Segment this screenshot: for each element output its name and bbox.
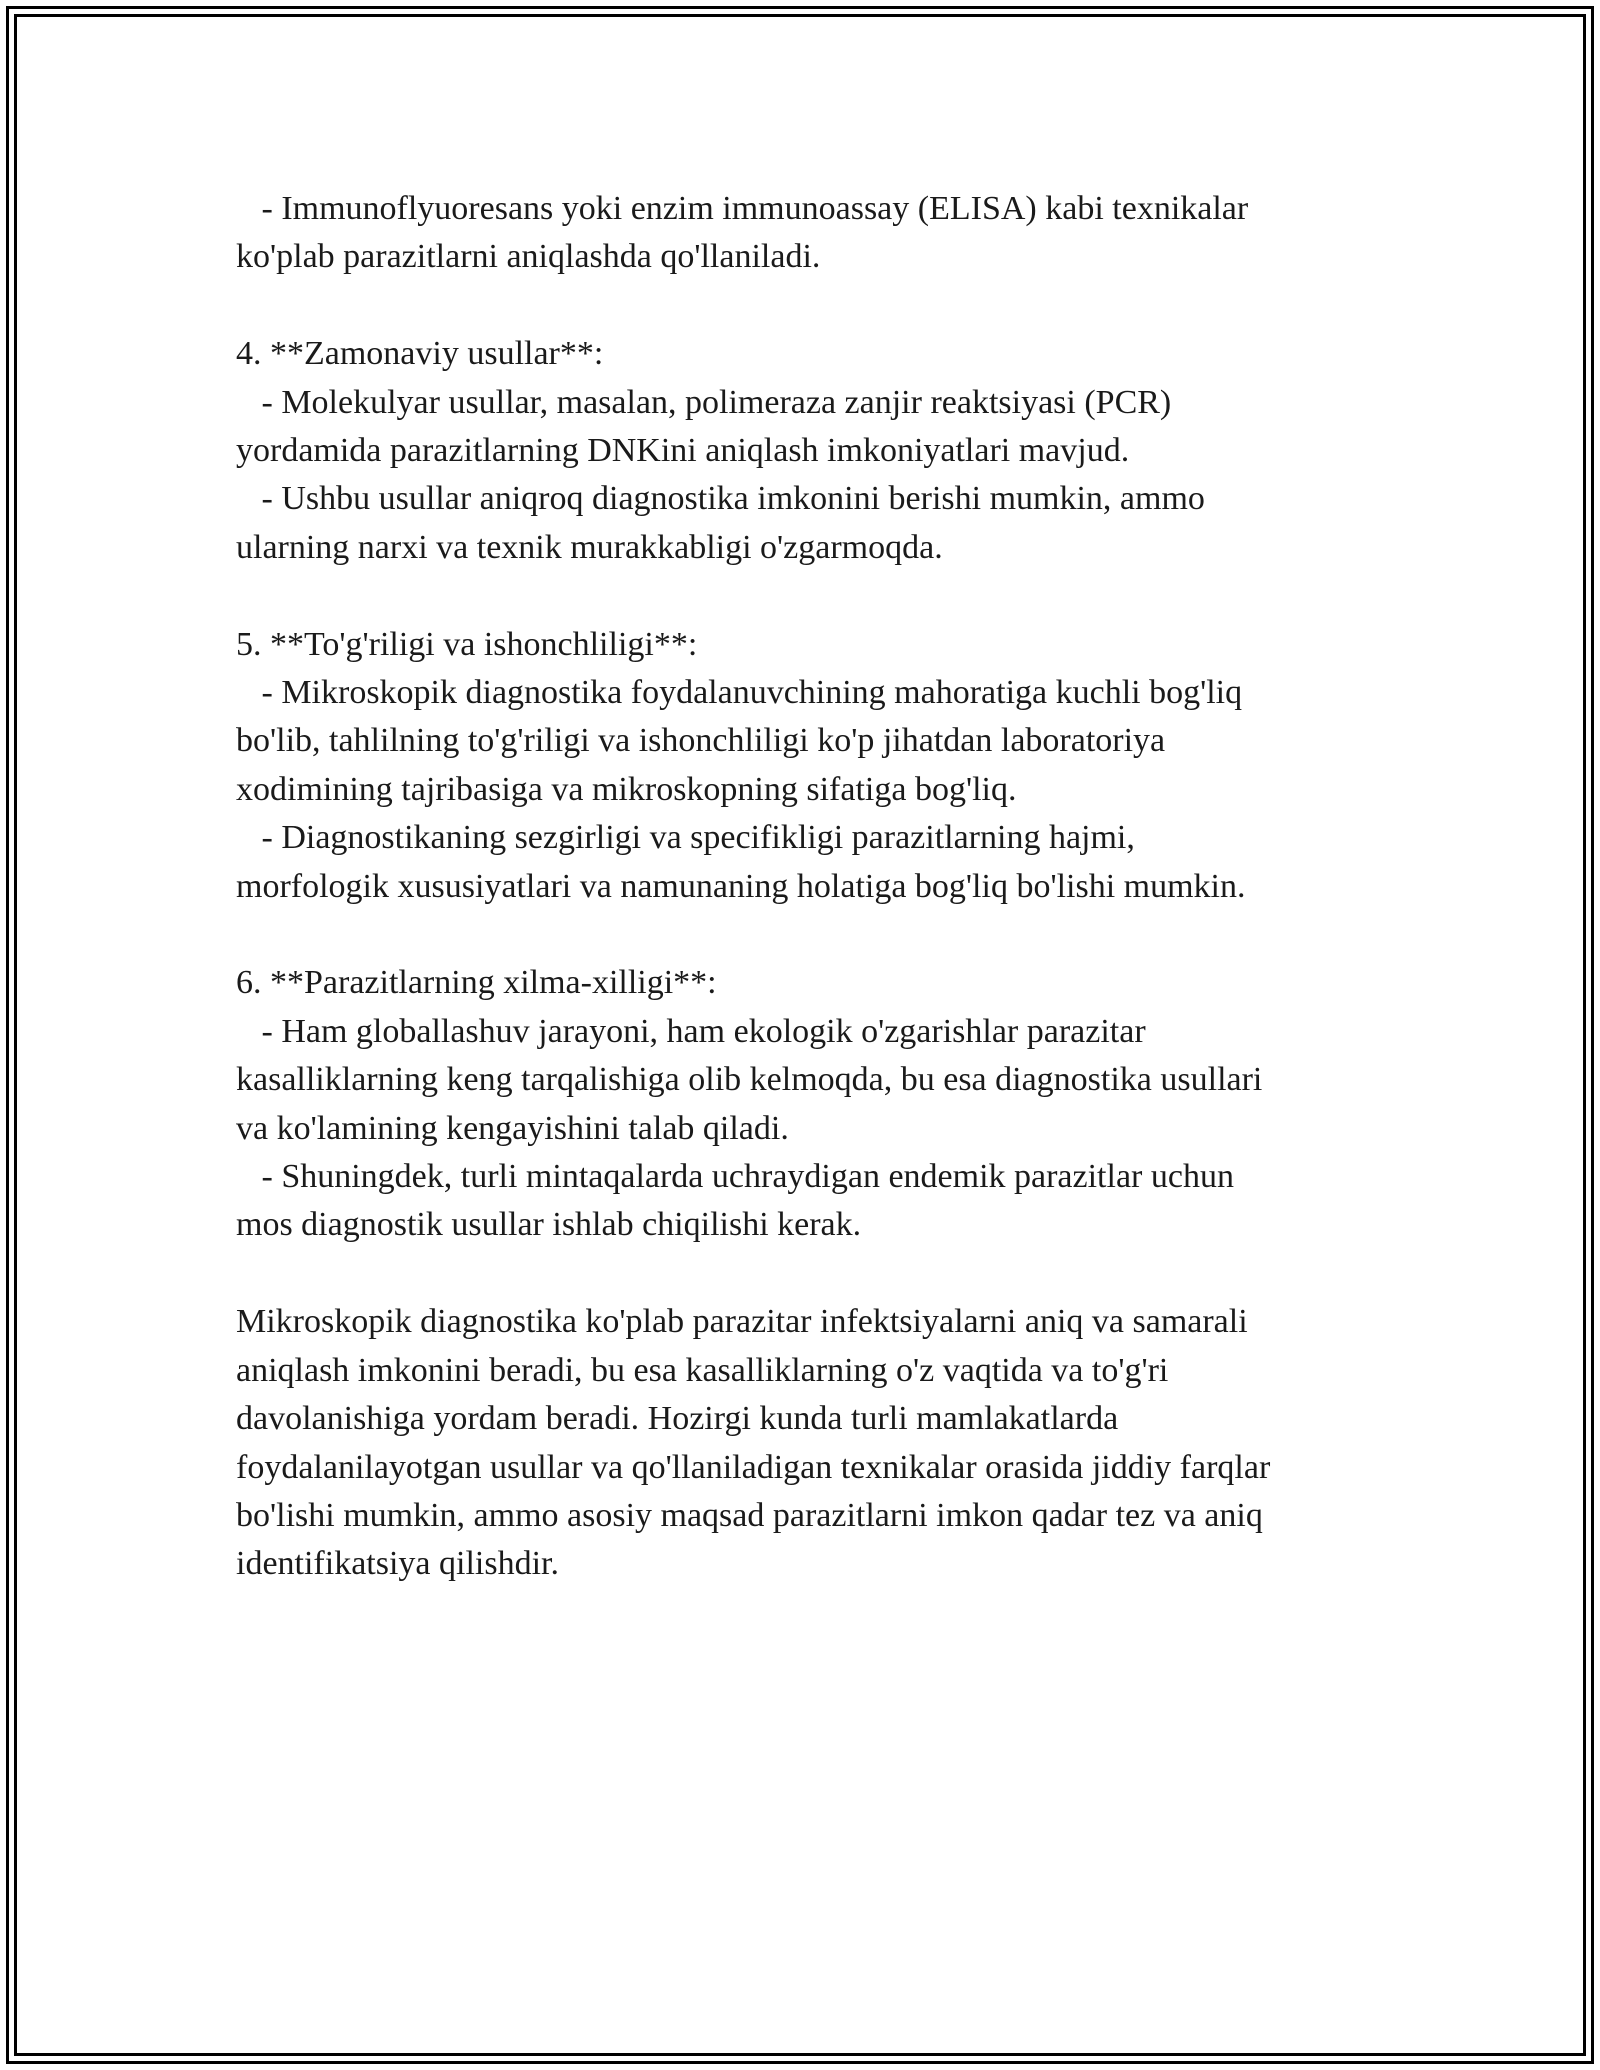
- text-line: morfologik xususiyatlari va namunaning holatiga bog'liq bo'lishi mumkin.: [236, 867, 1246, 905]
- text-line: aniqlash imkonini beradi, bu esa kasalliklarning o'z vaqtida va to'g'ri: [236, 1351, 1169, 1389]
- text-line: ularning narxi va texnik murakkabligi o'zgarmoqda.: [236, 528, 943, 566]
- text-line: davolanishiga yordam beradi. Hozirgi kunda turli mamlakatlarda: [236, 1400, 1119, 1438]
- text-line: kasalliklarning keng tarqalishiga olib kelmoqda, bu esa diagnostika usullari: [236, 1061, 1263, 1099]
- text-line: - Molekulyar usullar, masalan, polimeraza zanjir reaktsiyasi (PCR): [236, 383, 1172, 421]
- text-line: xodimining tajribasiga va mikroskopning sifatiga bog'liq.: [236, 770, 1017, 808]
- blank-line: [236, 911, 1386, 959]
- blank-line: [236, 572, 1386, 620]
- text-line: va ko'lamining kengayishini talab qiladi.: [236, 1109, 789, 1147]
- text-line: - Immunoflyuoresans yoki enzim immunoassay (ELISA) kabi texnikalar: [236, 190, 1249, 227]
- text-line: - Ushbu usullar aniqroq diagnostika imkonini berishi mumkin, ammo: [236, 480, 1205, 518]
- text-line: mos diagnostik usullar ishlab chiqilishi kerak.: [236, 1206, 862, 1244]
- text-line: yordamida parazitlarning DNKini aniqlash imkoniyatlari mavjud.: [236, 432, 1130, 470]
- text-line: bo'lib, tahlilning to'g'riligi va ishonchliligi ko'p jihatdan laboratoriya: [236, 722, 1166, 760]
- section-heading: 4. **Zamonaviy usullar**:: [236, 335, 604, 373]
- text-line: ko'plab parazitlarni aniqlashda qo'llaniladi.: [236, 238, 821, 276]
- section-heading: 6. **Parazitlarning xilma-xilligi**:: [236, 964, 717, 1002]
- document-body: [236, 185, 1386, 1589]
- text-line: Mikroskopik diagnostika ko'plab parazitar infektsiyalarni aniq va samarali: [236, 1303, 1248, 1341]
- text-line: - Diagnostikaning sezgirligi va specifikligi parazitlarning hajmi,: [236, 819, 1135, 857]
- text-line: identifikatsiya qilishdir.: [236, 1545, 559, 1583]
- blank-line: [236, 282, 1386, 330]
- text-line: - Ham globallashuv jarayoni, ham ekologik o'zgarishlar parazitar: [236, 1012, 1146, 1050]
- text-line: - Shuningdek, turli mintaqalarda uchraydigan endemik parazitlar uchun: [236, 1158, 1234, 1196]
- text-line: foydalanilayotgan usullar va qo'llaniladigan texnikalar orasida jiddiy farqlar: [236, 1448, 1271, 1486]
- text-line: bo'lishi mumkin, ammo asosiy maqsad parazitlarni imkon qadar tez va aniq: [236, 1496, 1263, 1534]
- section-heading: 5. **To'g'riligi va ishonchliligi**:: [236, 625, 698, 663]
- text-line: - Mikroskopik diagnostika foydalanuvchining mahoratiga kuchli bog'liq: [236, 674, 1243, 712]
- blank-line: [236, 1250, 1386, 1298]
